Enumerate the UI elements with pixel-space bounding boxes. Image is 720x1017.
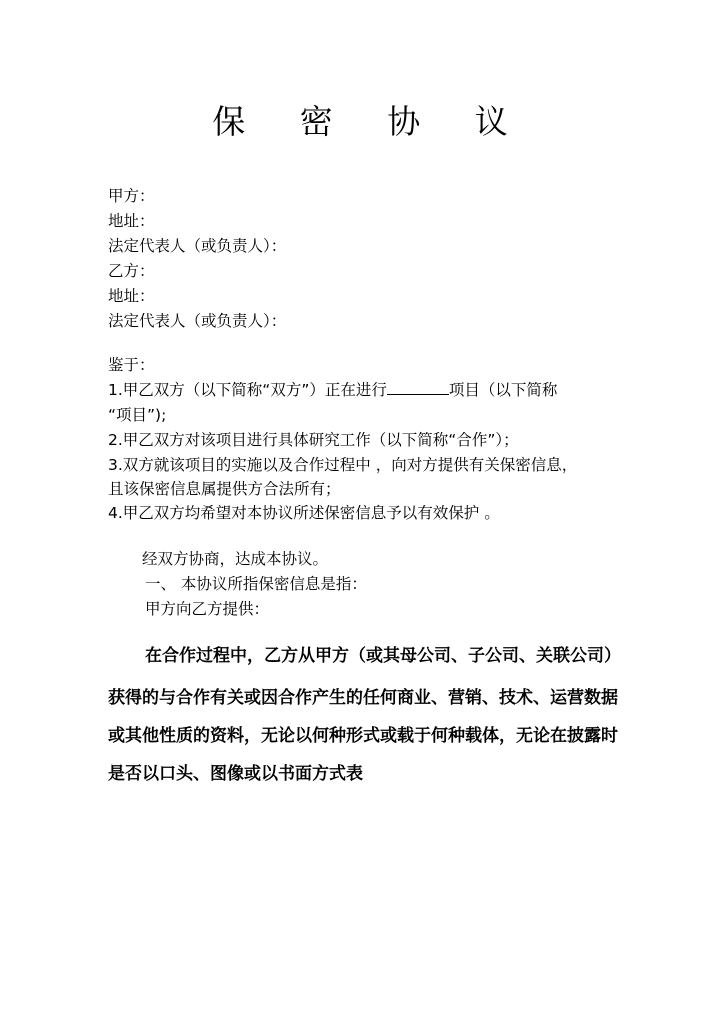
party-b-label: 乙方： <box>108 262 155 280</box>
party-a-address-label: 地址： <box>108 212 155 230</box>
party-b-address-label: 地址： <box>108 287 155 305</box>
party-a-label: 甲方： <box>108 187 155 205</box>
party-a-provides-label: 甲方向乙方提供： <box>145 600 270 618</box>
whereas-item-1-text-end: 项目（以下简称 <box>448 381 558 399</box>
whereas-heading: 鉴于： <box>108 356 155 374</box>
whereas-item-2: 2.甲乙双方对该项目进行具体研究工作（以下简称“合作”）； <box>108 431 519 449</box>
whereas-item-4: 4.甲乙双方均希望对本协议所述保密信息予以有效保护 。 <box>108 504 500 522</box>
party-b-representative-label: 法定代表人（或负责人）： <box>108 312 287 330</box>
whereas-item-1-continued: “项目”); <box>108 406 167 424</box>
agreement-intro: 经双方协商，达成本协议。 <box>142 550 329 568</box>
confidential-definition-line-4: 是否以口头、图像或以书面方式表 <box>108 764 363 784</box>
whereas-item-3: 3.双方就该项目的实施以及合作过程中 ，向对方提供有关保密信息， <box>108 456 578 474</box>
document-title: 保 密 协 议 <box>212 102 530 141</box>
project-name-blank <box>387 380 449 395</box>
whereas-item-3-continued: 且该保密信息属提供方合法所有； <box>108 480 341 498</box>
whereas-item-1 <box>108 378 557 400</box>
whereas-item-1-text: 1.甲乙双方（以下简称“双方”）正在进行 <box>108 381 387 399</box>
confidential-definition-line-2: 获得的与合作有关或因合作产生的任何商业、营销、技术、运营数据 <box>108 688 618 708</box>
confidential-definition-line-1: 在合作过程中，乙方从甲方（或其母公司、子公司、关联公司） <box>145 646 621 666</box>
section-1-heading: 一、 本协议所指保密信息是指： <box>145 575 367 593</box>
confidential-definition-line-3: 或其他性质的资料，无论以何种形式或载于何种载体，无论在披露时 <box>108 726 618 746</box>
party-a-representative-label: 法定代表人（或负责人）： <box>108 237 287 255</box>
